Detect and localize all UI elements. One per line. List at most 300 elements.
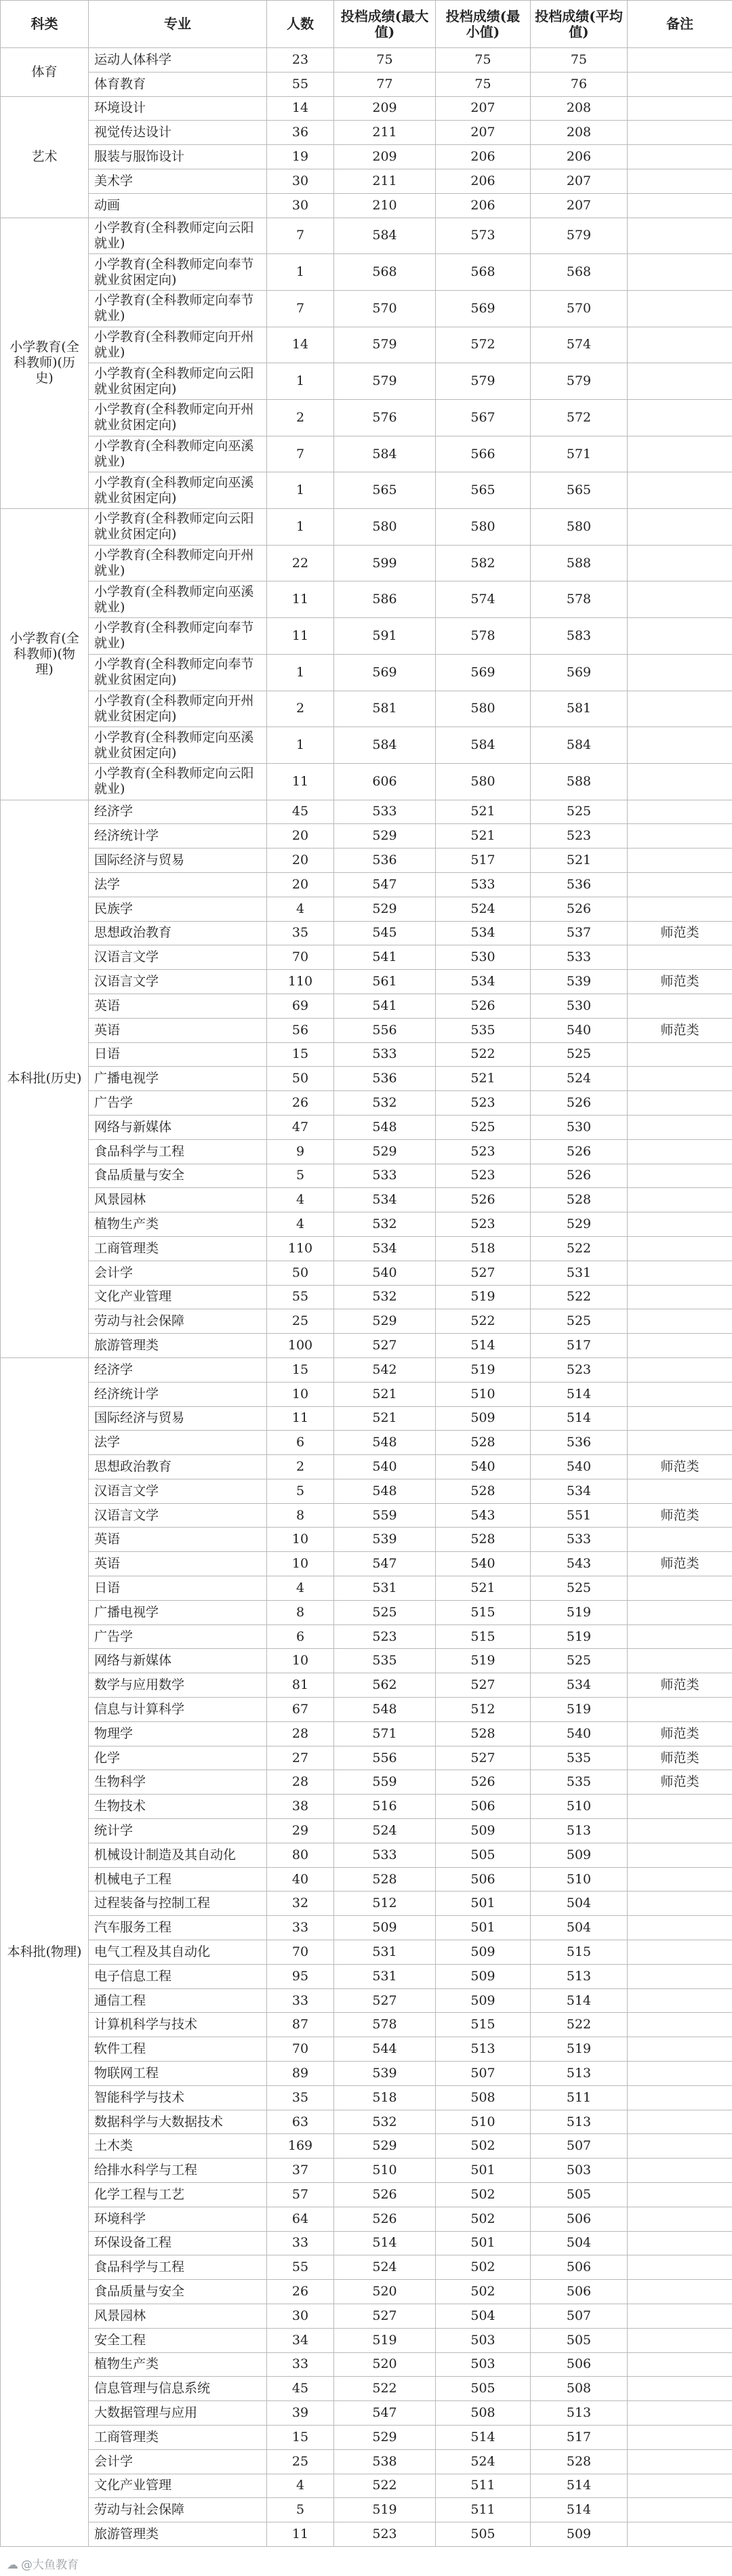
- header-major: 专业: [89, 1, 267, 48]
- table-row: [1, 1067, 732, 1091]
- cell-remark: [628, 1431, 732, 1455]
- cell-score-min: 540: [436, 1552, 531, 1576]
- cell-major: 小学教育(全科教师定向开州就业): [89, 327, 267, 363]
- table-row: [1, 2474, 732, 2498]
- cell-major: 小学教育(全科教师定向云阳就业贫困定向): [89, 363, 267, 400]
- cell-score-min: 535: [436, 1018, 531, 1042]
- cell-score-avg: 551: [531, 1503, 628, 1528]
- cell-score-min: 509: [436, 1406, 531, 1431]
- cell-remark: [628, 1188, 732, 1212]
- cell-remark: 师范类: [628, 1770, 732, 1795]
- table-row: [1, 218, 732, 254]
- cell-count: 1: [267, 472, 334, 509]
- cell-remark: [628, 654, 732, 691]
- table-row: [1, 2304, 732, 2328]
- cell-major: 软件工程: [89, 2037, 267, 2062]
- cell-score-max: 544: [334, 2037, 436, 2062]
- cell-score-max: 524: [334, 2255, 436, 2280]
- table-row: [1, 1746, 732, 1770]
- cell-score-min: 580: [436, 691, 531, 727]
- cell-score-min: 534: [436, 921, 531, 945]
- cell-major: 给排水科学与工程: [89, 2159, 267, 2183]
- table-row: [1, 1940, 732, 1965]
- cell-count: 2: [267, 1455, 334, 1479]
- cell-count: 29: [267, 1819, 334, 1843]
- cell-score-avg: 206: [531, 145, 628, 169]
- cell-score-avg: 507: [531, 2304, 628, 2328]
- table-row: [1, 1649, 732, 1673]
- cell-remark: [628, 1212, 732, 1237]
- table-row: [1, 945, 732, 970]
- cell-score-avg: 513: [531, 2401, 628, 2426]
- cell-remark: [628, 218, 732, 254]
- cell-major: 文化产业管理: [89, 1285, 267, 1309]
- cell-count: 26: [267, 1091, 334, 1116]
- cell-score-avg: 588: [531, 763, 628, 800]
- cell-remark: [628, 193, 732, 218]
- cell-score-avg: 540: [531, 1721, 628, 1746]
- header-score-max: 投档成绩(最大值): [334, 1, 436, 48]
- cell-score-max: 579: [334, 327, 436, 363]
- cell-category: 艺术: [1, 96, 89, 218]
- cell-score-max: 519: [334, 2328, 436, 2352]
- cell-score-min: 524: [436, 897, 531, 921]
- cell-major: 信息管理与信息系统: [89, 2377, 267, 2401]
- cell-score-min: 504: [436, 2304, 531, 2328]
- table-row: [1, 921, 732, 945]
- table-row: [1, 400, 732, 436]
- cell-remark: [628, 2401, 732, 2426]
- cell-score-max: 519: [334, 2498, 436, 2522]
- cell-count: 57: [267, 2183, 334, 2207]
- cell-score-avg: 579: [531, 363, 628, 400]
- table-row: [1, 618, 732, 655]
- cell-count: 9: [267, 1139, 334, 1164]
- cell-count: 25: [267, 1309, 334, 1334]
- cell-major: 小学教育(全科教师定向奉节就业): [89, 618, 267, 655]
- cell-score-max: 525: [334, 1600, 436, 1624]
- cell-score-max: 209: [334, 145, 436, 169]
- cell-score-min: 519: [436, 1649, 531, 1673]
- table-row: [1, 2183, 732, 2207]
- cell-remark: 师范类: [628, 1746, 732, 1770]
- cell-score-max: 528: [334, 1867, 436, 1892]
- cell-major: 小学教育(全科教师定向云阳就业): [89, 218, 267, 254]
- table-row: [1, 2352, 732, 2377]
- cell-major: 食品质量与安全: [89, 1164, 267, 1188]
- cell-count: 80: [267, 1843, 334, 1867]
- cell-score-max: 520: [334, 2352, 436, 2377]
- cell-score-avg: 525: [531, 1042, 628, 1067]
- cell-remark: [628, 2352, 732, 2377]
- cell-score-min: 207: [436, 96, 531, 121]
- cell-score-max: 514: [334, 2231, 436, 2255]
- cell-score-min: 527: [436, 1746, 531, 1770]
- cell-score-avg: 521: [531, 849, 628, 873]
- cell-count: 20: [267, 849, 334, 873]
- cell-score-max: 541: [334, 945, 436, 970]
- cell-major: 广播电视学: [89, 1600, 267, 1624]
- cell-count: 20: [267, 824, 334, 849]
- cell-count: 20: [267, 872, 334, 897]
- cell-score-max: 518: [334, 2085, 436, 2110]
- cell-score-avg: 528: [531, 1188, 628, 1212]
- cell-major: 小学教育(全科教师定向奉节就业): [89, 290, 267, 327]
- cell-score-max: 522: [334, 2474, 436, 2498]
- cell-score-avg: 519: [531, 1600, 628, 1624]
- cell-score-max: 578: [334, 2013, 436, 2037]
- cell-score-min: 502: [436, 2134, 531, 2159]
- cell-remark: [628, 290, 732, 327]
- table-row: [1, 2159, 732, 2183]
- cell-major: 视觉传达设计: [89, 121, 267, 145]
- cell-remark: [628, 1309, 732, 1334]
- cell-remark: 师范类: [628, 1552, 732, 1576]
- cell-count: 10: [267, 1552, 334, 1576]
- cell-major: 日语: [89, 1042, 267, 1067]
- cell-score-max: 531: [334, 1964, 436, 1988]
- cell-score-min: 526: [436, 1770, 531, 1795]
- cell-remark: [628, 1479, 732, 1503]
- table-row: [1, 1600, 732, 1624]
- cell-major: 安全工程: [89, 2328, 267, 2352]
- cell-major: 广告学: [89, 1091, 267, 1116]
- table-row: [1, 145, 732, 169]
- cell-score-min: 528: [436, 1431, 531, 1455]
- cell-major: 汉语言文学: [89, 1479, 267, 1503]
- cell-score-min: 521: [436, 1067, 531, 1091]
- cell-remark: 师范类: [628, 1673, 732, 1698]
- table-row: [1, 472, 732, 509]
- table-row: [1, 436, 732, 472]
- cell-major: 过程装备与控制工程: [89, 1892, 267, 1916]
- cell-score-avg: 514: [531, 1406, 628, 1431]
- cell-remark: [628, 1988, 732, 2013]
- cell-score-avg: 505: [531, 2328, 628, 2352]
- cell-score-max: 570: [334, 290, 436, 327]
- cell-score-avg: 207: [531, 169, 628, 193]
- cell-score-max: 547: [334, 2401, 436, 2426]
- cell-score-max: 536: [334, 1067, 436, 1091]
- cell-count: 34: [267, 2328, 334, 2352]
- cell-score-avg: 503: [531, 2159, 628, 2183]
- cell-score-max: 548: [334, 1479, 436, 1503]
- table-row: [1, 2255, 732, 2280]
- cell-remark: [628, 2377, 732, 2401]
- cell-score-max: 568: [334, 254, 436, 291]
- cell-score-min: 505: [436, 2377, 531, 2401]
- cell-score-max: 529: [334, 2134, 436, 2159]
- cell-major: 法学: [89, 1431, 267, 1455]
- cell-score-min: 510: [436, 1382, 531, 1406]
- cell-major: 植物生产类: [89, 1212, 267, 1237]
- cell-score-avg: 517: [531, 2425, 628, 2449]
- cell-remark: [628, 1406, 732, 1431]
- table-row: [1, 96, 732, 121]
- cell-count: 37: [267, 2159, 334, 2183]
- cell-count: 10: [267, 1649, 334, 1673]
- table-row: [1, 824, 732, 849]
- table-row: [1, 169, 732, 193]
- cell-major: 小学教育(全科教师定向开州就业贫困定向): [89, 400, 267, 436]
- cell-score-max: 523: [334, 1624, 436, 1649]
- cell-remark: [628, 2498, 732, 2522]
- cell-score-avg: 536: [531, 1431, 628, 1455]
- cell-score-max: 542: [334, 1357, 436, 1382]
- cell-score-max: 540: [334, 1455, 436, 1479]
- cell-score-max: 559: [334, 1503, 436, 1528]
- cell-count: 15: [267, 1042, 334, 1067]
- cell-score-min: 515: [436, 2013, 531, 2037]
- cell-remark: [628, 2013, 732, 2037]
- cell-score-avg: 207: [531, 193, 628, 218]
- cell-remark: [628, 1115, 732, 1139]
- cell-score-max: 606: [334, 763, 436, 800]
- cell-score-avg: 513: [531, 1964, 628, 1988]
- cell-count: 50: [267, 1067, 334, 1091]
- cell-major: 体育教育: [89, 72, 267, 96]
- cell-score-min: 501: [436, 1892, 531, 1916]
- cell-score-max: 512: [334, 1892, 436, 1916]
- table-row: [1, 1164, 732, 1188]
- cell-major: 汉语言文学: [89, 945, 267, 970]
- cell-score-min: 580: [436, 763, 531, 800]
- cell-score-max: 534: [334, 1188, 436, 1212]
- cell-score-min: 515: [436, 1600, 531, 1624]
- cell-score-avg: 513: [531, 1819, 628, 1843]
- cell-score-max: 576: [334, 400, 436, 436]
- cell-remark: [628, 254, 732, 291]
- cell-score-avg: 583: [531, 618, 628, 655]
- cell-major: 运动人体科学: [89, 48, 267, 73]
- cell-major: 电子信息工程: [89, 1964, 267, 1988]
- cell-score-avg: 504: [531, 1892, 628, 1916]
- cell-count: 55: [267, 72, 334, 96]
- watermark-text: @大鱼教育: [21, 2558, 79, 2572]
- cell-major: 广播电视学: [89, 1067, 267, 1091]
- cell-score-avg: 569: [531, 654, 628, 691]
- cell-major: 小学教育(全科教师定向奉节就业贫困定向): [89, 654, 267, 691]
- table-row: [1, 1892, 732, 1916]
- cell-score-min: 574: [436, 581, 531, 618]
- cell-remark: [628, 545, 732, 581]
- cell-score-min: 573: [436, 218, 531, 254]
- cell-major: 日语: [89, 1576, 267, 1601]
- cell-major: 小学教育(全科教师定向巫溪就业): [89, 436, 267, 472]
- cell-major: 小学教育(全科教师定向云阳就业): [89, 763, 267, 800]
- table-row: [1, 1285, 732, 1309]
- cell-score-max: 75: [334, 48, 436, 73]
- cell-score-min: 513: [436, 2037, 531, 2062]
- cell-count: 28: [267, 1770, 334, 1795]
- cell-remark: [628, 2449, 732, 2474]
- cell-score-min: 509: [436, 1819, 531, 1843]
- cell-major: 食品科学与工程: [89, 2255, 267, 2280]
- cell-remark: [628, 96, 732, 121]
- table-row: [1, 994, 732, 1018]
- cell-remark: [628, 581, 732, 618]
- cell-score-max: 532: [334, 2110, 436, 2134]
- cell-score-min: 503: [436, 2352, 531, 2377]
- table-row: [1, 1261, 732, 1285]
- cell-major: 环境科学: [89, 2207, 267, 2231]
- cell-count: 15: [267, 1357, 334, 1382]
- table-row: [1, 72, 732, 96]
- cell-score-max: 516: [334, 1795, 436, 1819]
- cell-score-avg: 543: [531, 1552, 628, 1576]
- table-row: [1, 193, 732, 218]
- table-row: [1, 897, 732, 921]
- cell-score-min: 530: [436, 945, 531, 970]
- cell-count: 38: [267, 1795, 334, 1819]
- cell-remark: [628, 945, 732, 970]
- cell-count: 2: [267, 400, 334, 436]
- cell-remark: [628, 2110, 732, 2134]
- cell-score-min: 506: [436, 1867, 531, 1892]
- cell-major: 经济统计学: [89, 1382, 267, 1406]
- cell-score-avg: 572: [531, 400, 628, 436]
- cell-remark: [628, 1067, 732, 1091]
- cell-score-avg: 584: [531, 727, 628, 764]
- cell-major: 风景园林: [89, 2304, 267, 2328]
- table-row: [1, 1576, 732, 1601]
- cell-score-min: 527: [436, 1673, 531, 1698]
- cell-remark: [628, 1843, 732, 1867]
- cell-score-avg: 535: [531, 1770, 628, 1795]
- cell-score-avg: 578: [531, 581, 628, 618]
- cell-score-max: 522: [334, 2377, 436, 2401]
- cell-count: 5: [267, 1479, 334, 1503]
- cell-score-avg: 588: [531, 545, 628, 581]
- cell-count: 10: [267, 1528, 334, 1552]
- cell-remark: [628, 1528, 732, 1552]
- cell-count: 30: [267, 169, 334, 193]
- cell-score-min: 511: [436, 2474, 531, 2498]
- cell-count: 11: [267, 581, 334, 618]
- table-row: [1, 1236, 732, 1261]
- cell-score-avg: 505: [531, 2183, 628, 2207]
- cell-score-min: 509: [436, 1988, 531, 2013]
- cell-score-avg: 540: [531, 1455, 628, 1479]
- watermark: [7, 2555, 79, 2572]
- table-row: [1, 545, 732, 581]
- cell-count: 87: [267, 2013, 334, 2037]
- cell-score-min: 521: [436, 1576, 531, 1601]
- table-row: [1, 2013, 732, 2037]
- cell-score-avg: 506: [531, 2280, 628, 2304]
- cell-score-max: 548: [334, 1431, 436, 1455]
- cell-score-min: 525: [436, 1115, 531, 1139]
- cell-major: 统计学: [89, 1819, 267, 1843]
- cell-remark: [628, 169, 732, 193]
- cell-score-min: 569: [436, 290, 531, 327]
- cell-score-min: 526: [436, 1188, 531, 1212]
- cell-remark: [628, 509, 732, 546]
- cell-score-avg: 529: [531, 1212, 628, 1237]
- cell-remark: [628, 1600, 732, 1624]
- cell-score-max: 533: [334, 800, 436, 824]
- cell-count: 36: [267, 121, 334, 145]
- cell-remark: [628, 2207, 732, 2231]
- cell-score-min: 501: [436, 1916, 531, 1940]
- cell-score-avg: 525: [531, 1649, 628, 1673]
- cell-score-max: 531: [334, 1940, 436, 1965]
- cell-major: 小学教育(全科教师定向巫溪就业贫困定向): [89, 727, 267, 764]
- cell-score-max: 532: [334, 1091, 436, 1116]
- cell-remark: [628, 1795, 732, 1819]
- cell-major: 英语: [89, 1552, 267, 1576]
- cell-count: 25: [267, 2449, 334, 2474]
- table-row: [1, 290, 732, 327]
- cell-remark: [628, 763, 732, 800]
- cell-count: 10: [267, 1382, 334, 1406]
- cell-remark: 师范类: [628, 1018, 732, 1042]
- header-row: [1, 1, 732, 48]
- cell-count: 4: [267, 897, 334, 921]
- cell-score-max: 529: [334, 2425, 436, 2449]
- cell-major: 汉语言文学: [89, 1503, 267, 1528]
- cell-remark: [628, 2134, 732, 2159]
- cell-score-min: 528: [436, 1528, 531, 1552]
- cell-count: 7: [267, 290, 334, 327]
- cell-count: 4: [267, 1576, 334, 1601]
- cell-major: 思想政治教育: [89, 921, 267, 945]
- cell-score-max: 579: [334, 363, 436, 400]
- table-row: [1, 2328, 732, 2352]
- cell-count: 30: [267, 2304, 334, 2328]
- cell-count: 8: [267, 1600, 334, 1624]
- cell-score-avg: 525: [531, 1309, 628, 1334]
- cell-remark: [628, 2255, 732, 2280]
- cell-major: 工商管理类: [89, 2425, 267, 2449]
- cell-score-max: 510: [334, 2159, 436, 2183]
- cell-score-min: 528: [436, 1721, 531, 1746]
- table-row: [1, 1479, 732, 1503]
- cell-score-max: 527: [334, 2304, 436, 2328]
- cell-count: 15: [267, 2425, 334, 2449]
- cell-score-min: 584: [436, 727, 531, 764]
- cell-score-min: 572: [436, 327, 531, 363]
- cell-score-max: 539: [334, 2062, 436, 2086]
- cell-remark: [628, 1819, 732, 1843]
- cell-category: 本科批(物理): [1, 1357, 89, 2546]
- cell-score-avg: 522: [531, 2013, 628, 2037]
- cell-score-avg: 208: [531, 96, 628, 121]
- cell-count: 23: [267, 48, 334, 73]
- table-row: [1, 1455, 732, 1479]
- header-category: 科类: [1, 1, 89, 48]
- cell-score-min: 540: [436, 1455, 531, 1479]
- table-row: [1, 1382, 732, 1406]
- cell-remark: [628, 1285, 732, 1309]
- cell-major: 风景园林: [89, 1188, 267, 1212]
- table-row: [1, 1819, 732, 1843]
- cell-score-min: 502: [436, 2280, 531, 2304]
- cell-remark: [628, 618, 732, 655]
- cell-score-avg: 534: [531, 1479, 628, 1503]
- table-row: [1, 2377, 732, 2401]
- cell-score-avg: 533: [531, 1528, 628, 1552]
- table-row: [1, 800, 732, 824]
- cell-remark: [628, 1164, 732, 1188]
- table-row: [1, 849, 732, 873]
- cell-remark: [628, 472, 732, 509]
- cell-major: 小学教育(全科教师定向开州就业贫困定向): [89, 691, 267, 727]
- cell-remark: [628, 72, 732, 96]
- cell-remark: [628, 1139, 732, 1164]
- cell-score-min: 523: [436, 1139, 531, 1164]
- cell-major: 电气工程及其自动化: [89, 1940, 267, 1965]
